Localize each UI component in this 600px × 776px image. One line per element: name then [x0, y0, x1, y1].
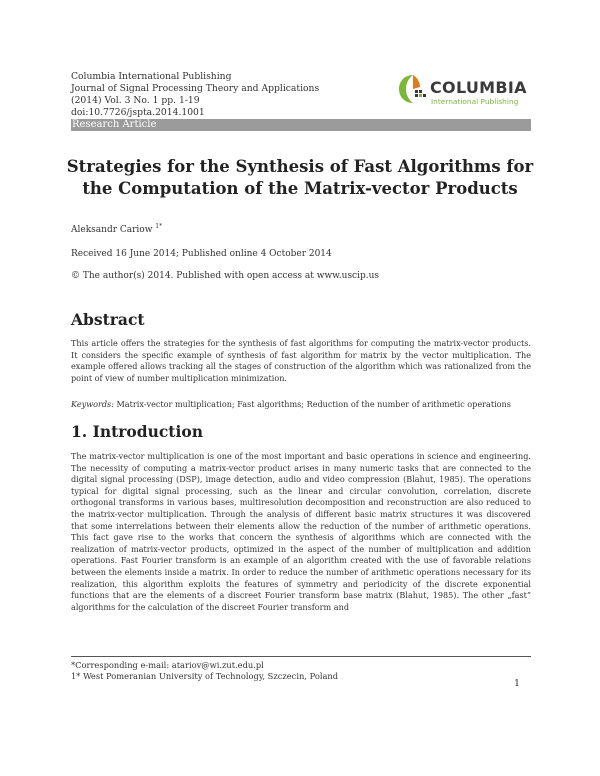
- journal-name: Journal of Signal Processing Theory and Applications: [71, 83, 320, 94]
- article-title: Strategies for the Synthesis of Fast Algorithms for the Computation of the Matrix-vector Products: [66, 157, 534, 198]
- columbia-logo-icon: [398, 72, 428, 106]
- article-type-band: Research Article: [71, 119, 531, 131]
- logo-subtitle: International Publishing: [431, 97, 519, 106]
- page-number: 1: [514, 678, 521, 689]
- keywords-label: Keywords:: [71, 399, 114, 409]
- publisher-name: Columbia International Publishing: [71, 71, 232, 82]
- author-name: Aleksandr Cariow: [71, 225, 153, 235]
- publication-dates: Received 16 June 2014; Published online 4 October 2014: [71, 249, 332, 259]
- introduction-text: The matrix-vector multiplication is one of the most important and basic operations in science and engineering. The necessity of computing a matrix-vector product arises in many numeric tasks that are connected to the digital signal processing (DSP), image detection, audio and video compression (Blahut, 1985). The operations typical for digital signal processing, such as the linear and circular convolution, correlation, discrete orthogonal transforms in various bases, multiresolution decomposition and reconstruction are also reduced to the matrix-vector multiplication. Through the analysis of different basic matrix structures it was discovered that some interrelations between their elements allow the reduction of the number of arithmetic operations. This fact gave rise to the works that concern the synthesis of algorithms which are connected with the realization of matrix-vector products, optimized in the aspect of the number of multiplication and addition operations. Fast Fourier transform is an example of an algorithm created with the use of favorable relations between the elements inside a matrix. In order to reduce the number of arithmetic operations necessary for its realization, this algorithm exploits the features of symmetry and periodicity of the discrete exponential functions that are the elements of a discreet Fourier transform base matrix (Blahut, 1985). The other „fast” algorithms for the calculation of the discreet Fourier transform and: [71, 451, 531, 612]
- issue-info: (2014) Vol. 3 No. 1 pp. 1-19: [71, 95, 200, 106]
- abstract-heading: Abstract: [71, 310, 145, 329]
- introduction-heading: 1. Introduction: [71, 422, 203, 441]
- keywords-text: Matrix-vector multiplication; Fast algorithms; Reduction of the number of arithmetic operations: [116, 399, 511, 409]
- author-line: [71, 223, 162, 235]
- footnote-affiliation: 1* West Pomeranian University of Technology, Szczecin, Poland: [71, 671, 339, 681]
- keywords-line: [71, 399, 511, 409]
- copyright-notice: © The author(s) 2014. Published with open access at www.uscip.us: [71, 271, 380, 281]
- author-affiliation-mark: 1*: [155, 223, 163, 230]
- publisher-logo: [398, 72, 533, 114]
- abstract-text: This article offers the strategies for the synthesis of fast algorithms for computing the matrix-vector products. It considers the specific example of synthesis of fast algorithm for matrix by the vector multiplication. The example offered allows tracking all the stages of construction of the algorithm which was rationalized from the point of view of number multiplication minimization.: [71, 338, 531, 383]
- footnote-email: *Corresponding e-mail: atariov@wi.zut.edu.pl: [71, 660, 264, 670]
- logo-name: COLUMBIA: [430, 78, 527, 97]
- doi: doi:10.7726/jspta.2014.1001: [71, 107, 205, 118]
- footnote-rule: [71, 656, 531, 657]
